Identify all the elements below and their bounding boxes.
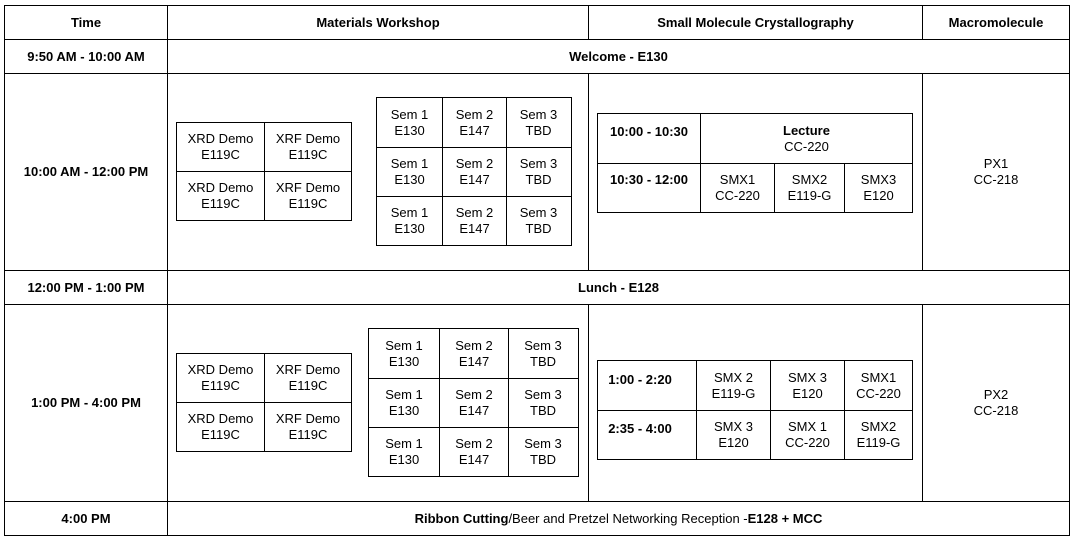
- seminar-cell: [369, 378, 439, 427]
- seminar-title: Sem 3: [519, 204, 558, 220]
- demo-cell: XRF Demo E119C: [275, 131, 341, 162]
- header-smc: Small Molecule Crystallography: [657, 14, 854, 30]
- smx-pm-session: SMX 3 E120: [713, 419, 753, 450]
- smx-grid-pm: [597, 360, 913, 460]
- seminar-room: E147: [459, 122, 490, 138]
- seminar-cell: [377, 98, 442, 147]
- smx-pm-slot1: 1:00 - 2:20: [608, 372, 672, 387]
- smx-pm-session: SMX 3 E120: [787, 369, 827, 401]
- seminar-room: TBD: [525, 220, 552, 236]
- seminar-room: TBD: [530, 402, 556, 418]
- seminar-title: Sem 3: [519, 106, 558, 122]
- table-border: [1069, 5, 1070, 536]
- demo-cell: XRF Demo E119C: [275, 180, 341, 211]
- seminar-room: TBD: [530, 353, 556, 369]
- seminar-title: Sem 1: [385, 435, 423, 451]
- demo-cell: XRD Demo E119C: [187, 131, 254, 162]
- time-lunch: 12:00 PM - 1:00 PM: [27, 279, 145, 295]
- seminar-room: E147: [458, 353, 490, 369]
- seminar-cell: [439, 378, 509, 427]
- seminar-cell: [377, 147, 442, 196]
- seminar-grid-am: [376, 97, 572, 246]
- seminar-title: Sem 2: [455, 155, 494, 171]
- seminar-room: E130: [394, 122, 425, 138]
- smx-pm-slot2: 2:35 - 4:00: [608, 421, 672, 436]
- seminar-room: TBD: [525, 171, 552, 187]
- seminar-cell: [369, 427, 439, 476]
- seminar-cell: [442, 147, 507, 196]
- seminar-title: Sem 3: [524, 435, 562, 451]
- seminar-cell: [506, 98, 571, 147]
- seminar-room: E147: [458, 451, 490, 467]
- column-divider: [588, 73, 589, 271]
- lunch-label: Lunch - E128: [578, 279, 659, 295]
- demo-grid-am: [176, 122, 352, 221]
- seminar-room: E130: [388, 353, 420, 369]
- smx-pm-session: SMX 1 CC-220: [785, 419, 830, 450]
- evening-reception: /Beer and Pretzel Networking Reception -: [508, 510, 748, 526]
- header-materials: Materials Workshop: [316, 14, 440, 30]
- smx-pm-session: SMX1 CC-220: [856, 369, 901, 401]
- smx-am-session: SMX1 CC-220: [715, 172, 760, 203]
- seminar-title: Sem 1: [385, 337, 423, 353]
- macro-am-room: CC-218: [973, 172, 1019, 187]
- smx-pm-session: SMX2 E119-G: [856, 419, 901, 450]
- seminar-cell: [508, 329, 578, 378]
- seminar-title: Sem 3: [524, 337, 562, 353]
- demo-cell: XRF Demo E119C: [275, 411, 341, 442]
- seminar-cell: [442, 98, 507, 147]
- seminar-cell: [439, 427, 509, 476]
- evening-ribbon: Ribbon Cutting: [414, 510, 509, 526]
- column-divider: [588, 304, 589, 502]
- seminar-title: Sem 2: [455, 204, 494, 220]
- table-border: [4, 535, 1070, 536]
- seminar-title: Sem 2: [455, 106, 494, 122]
- seminar-title: Sem 2: [455, 386, 493, 402]
- smx-am-slot2: 10:30 - 12:00: [609, 172, 689, 187]
- smx-am-slot1: 10:00 - 10:30: [609, 123, 689, 139]
- welcome-label: Welcome - E130: [569, 48, 668, 64]
- seminar-title: Sem 1: [390, 155, 429, 171]
- seminar-cell: [377, 196, 442, 245]
- macro-pm-title: PX2: [983, 387, 1009, 402]
- seminar-cell: [508, 427, 578, 476]
- seminar-title: Sem 1: [390, 106, 429, 122]
- demo-cell: XRD Demo E119C: [187, 362, 254, 393]
- macro-pm: [923, 305, 1069, 501]
- seminar-room: E130: [388, 451, 420, 467]
- demo-grid-pm: [176, 353, 352, 452]
- seminar-cell: [508, 378, 578, 427]
- demo-cell: XRD Demo E119C: [187, 180, 254, 211]
- macro-pm-room: CC-218: [973, 403, 1019, 418]
- time-evening: 4:00 PM: [61, 510, 111, 526]
- seminar-title: Sem 3: [524, 386, 562, 402]
- seminar-cell: [439, 329, 509, 378]
- evening-rooms: E128 + MCC: [747, 510, 823, 526]
- seminar-title: Sem 1: [390, 204, 429, 220]
- smx-am-session: SMX3 E120: [860, 172, 897, 203]
- seminar-cell: [369, 329, 439, 378]
- seminar-room: TBD: [530, 451, 556, 467]
- time-morning: 10:00 AM - 12:00 PM: [23, 164, 149, 179]
- smx-am-lecture: Lecture CC-220: [783, 122, 830, 154]
- seminar-cell: [506, 147, 571, 196]
- smx-am-session: SMX2 E119-G: [787, 172, 832, 203]
- seminar-room: E130: [388, 402, 420, 418]
- header-macromolecule: Macromolecule: [948, 14, 1044, 30]
- time-welcome: 9:50 AM - 10:00 AM: [27, 48, 145, 64]
- seminar-room: E130: [394, 220, 425, 236]
- smx-pm-session: SMX 2 E119-G: [711, 369, 756, 401]
- macro-am-title: PX1: [983, 156, 1009, 171]
- seminar-room: E130: [394, 171, 425, 187]
- time-afternoon: 1:00 PM - 4:00 PM: [31, 395, 141, 410]
- seminar-room: E147: [459, 220, 490, 236]
- seminar-room: TBD: [525, 122, 552, 138]
- demo-cell: XRF Demo E119C: [275, 362, 341, 393]
- seminar-cell: [442, 196, 507, 245]
- seminar-title: Sem 1: [385, 386, 423, 402]
- macro-am: [923, 74, 1069, 270]
- seminar-grid-pm: [368, 328, 579, 477]
- demo-cell: XRD Demo E119C: [187, 411, 254, 442]
- header-time: Time: [70, 14, 102, 30]
- seminar-title: Sem 2: [455, 435, 493, 451]
- seminar-room: E147: [458, 402, 490, 418]
- seminar-cell: [506, 196, 571, 245]
- seminar-room: E147: [459, 171, 490, 187]
- smx-grid-am: [597, 113, 913, 213]
- evening-label: [168, 502, 1069, 535]
- seminar-title: Sem 2: [455, 337, 493, 353]
- seminar-title: Sem 3: [519, 155, 558, 171]
